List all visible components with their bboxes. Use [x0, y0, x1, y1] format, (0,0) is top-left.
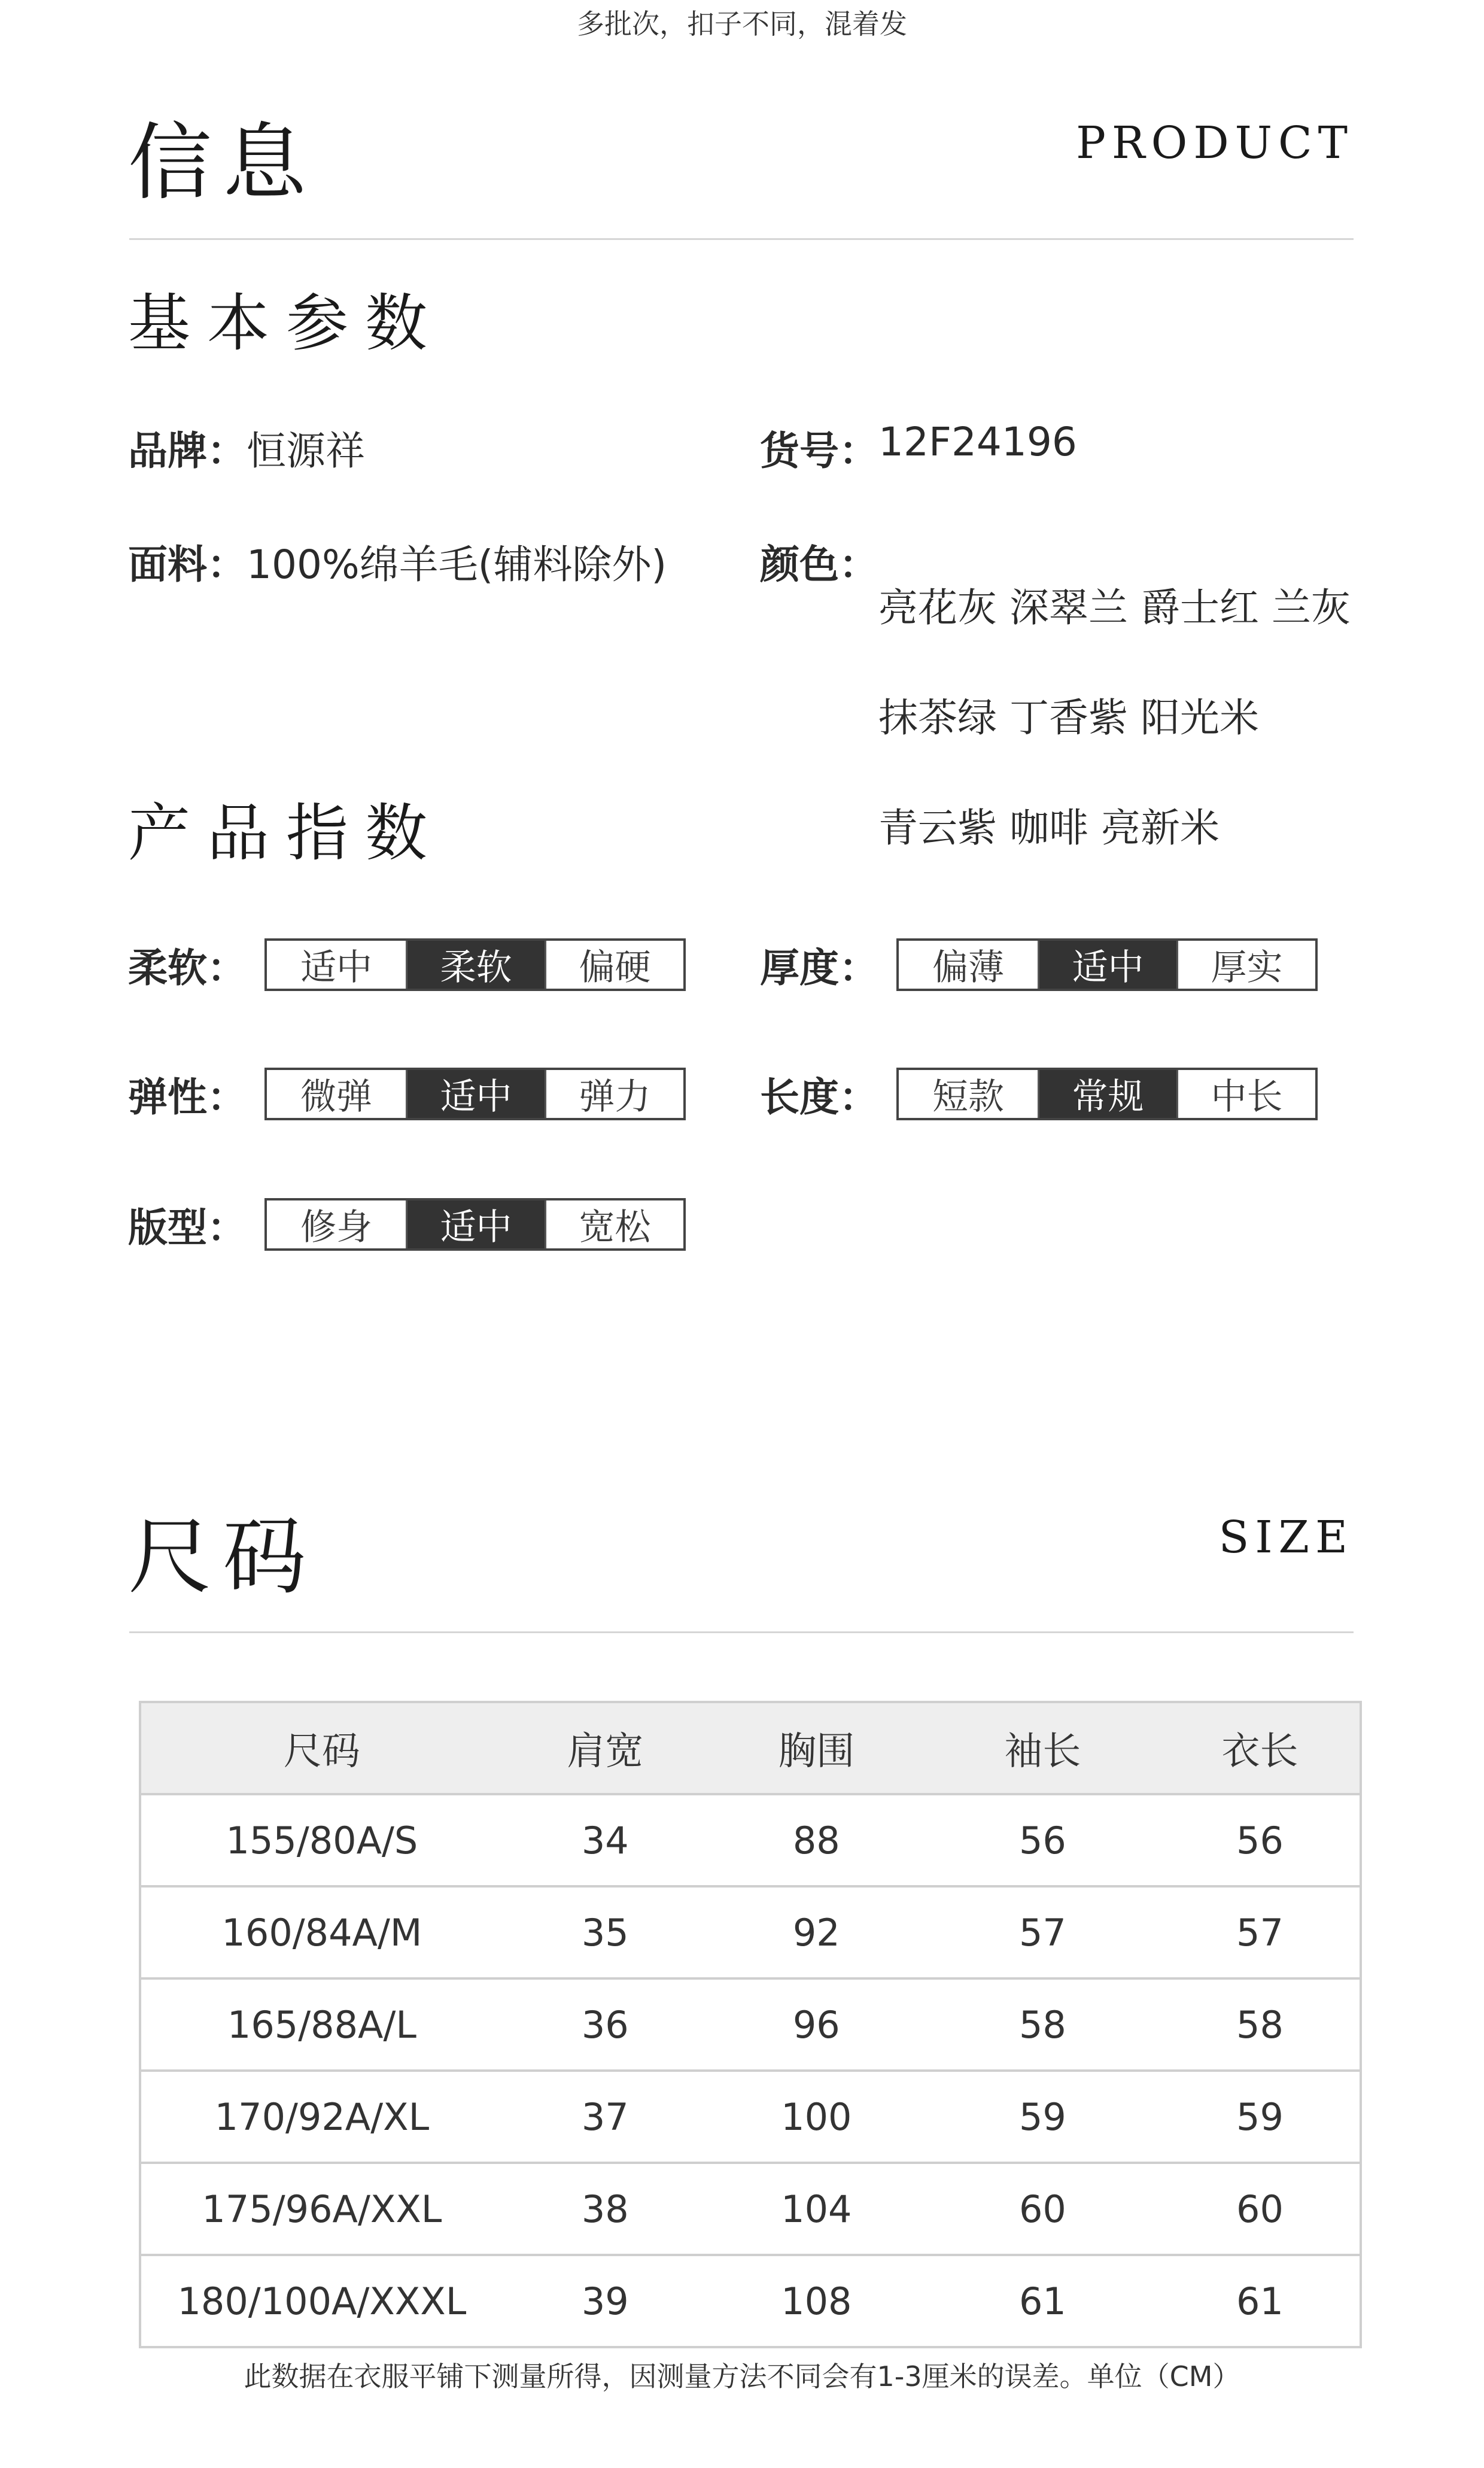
chest-cell: 104: [708, 2163, 925, 2255]
index-row-fit: [128, 1196, 686, 1253]
color-label: 颜色：: [760, 542, 878, 588]
top-note: 多批次，扣子不同，混着发: [577, 8, 907, 40]
brand-label: 品牌：: [128, 428, 247, 474]
length-cell: 58: [1160, 1978, 1361, 2071]
index-option: 中长: [1176, 1070, 1315, 1118]
index-options: [264, 1068, 686, 1120]
size-table-header: 肩宽: [503, 1702, 708, 1794]
table-row: [140, 2071, 1361, 2163]
fabric-value: 100%绵羊毛(辅料除外): [247, 542, 667, 588]
sleeve-cell: 58: [925, 1978, 1160, 2071]
index-option: 常规: [1038, 1070, 1176, 1118]
index-option: 偏薄: [932, 946, 1004, 989]
table-row: [140, 1886, 1361, 1978]
size-section-title-en: SIZE: [1218, 1512, 1354, 1563]
index-row-elasticity: [128, 1065, 686, 1122]
index-option: 适中: [406, 1200, 545, 1248]
fabric-label: 面料：: [128, 542, 247, 588]
size-section-title: 尺码: [128, 1509, 318, 1606]
sleeve-cell: 61: [925, 2255, 1160, 2347]
sleeve-cell: 60: [925, 2163, 1160, 2255]
fabric-row: [128, 533, 667, 589]
sku-value: 12F24196: [878, 419, 1077, 465]
color-line: 青云紫 咖啡 亮新米: [878, 805, 1220, 851]
table-row: [140, 1794, 1361, 1886]
sleeve-cell: 59: [925, 2071, 1160, 2163]
color-line: 亮花灰 深翠兰 爵士红 兰灰: [878, 585, 1351, 631]
index-label: 厚度：: [760, 945, 878, 991]
shoulder-cell: 35: [503, 1886, 708, 1978]
basic-params-title: 基本参数: [128, 287, 445, 360]
size-cell: 165/88A/L: [140, 1978, 503, 2071]
index-option: 微弹: [300, 1075, 372, 1118]
color-values: [878, 525, 1351, 911]
index-row-length: [760, 1065, 1318, 1122]
index-option: 偏硬: [545, 941, 683, 989]
product-section-title: 信息: [128, 114, 318, 212]
size-cell: 160/84A/M: [140, 1886, 503, 1978]
size-cell: 175/96A/XXL: [140, 2163, 503, 2255]
index-options: [896, 938, 1318, 991]
index-label: 长度：: [760, 1074, 878, 1120]
index-option: 修身: [300, 1206, 372, 1248]
sku-label: 货号：: [760, 428, 878, 474]
index-option: 弹力: [545, 1070, 683, 1118]
size-table-header: 胸围: [708, 1702, 925, 1794]
length-cell: 56: [1160, 1794, 1361, 1886]
size-table: [139, 1701, 1362, 2348]
length-cell: 59: [1160, 2071, 1361, 2163]
index-label: 柔软：: [128, 945, 247, 991]
size-cell: 170/92A/XL: [140, 2071, 503, 2163]
product-divider: [129, 238, 1354, 240]
shoulder-cell: 37: [503, 2071, 708, 2163]
length-cell: 61: [1160, 2255, 1361, 2347]
length-cell: 60: [1160, 2163, 1361, 2255]
product-section-title-en: PRODUCT: [1076, 117, 1354, 169]
table-row: [140, 2163, 1361, 2255]
size-table-header: 袖长: [925, 1702, 1160, 1794]
index-option: 适中: [300, 946, 372, 989]
index-option: 厚实: [1176, 941, 1315, 989]
table-row: [140, 1978, 1361, 2071]
color-row: [760, 533, 1351, 911]
size-table-header: 尺码: [140, 1702, 503, 1794]
index-options: [264, 938, 686, 991]
shoulder-cell: 38: [503, 2163, 708, 2255]
index-options: [264, 1198, 686, 1251]
index-options: [896, 1068, 1318, 1120]
index-option: 宽松: [545, 1200, 683, 1248]
size-table-header: 衣长: [1160, 1702, 1361, 1794]
index-option: 短款: [932, 1075, 1004, 1118]
chest-cell: 96: [708, 1978, 925, 2071]
index-option: 适中: [1038, 941, 1176, 989]
color-line: 抹茶绿 丁香紫 阳光米: [878, 695, 1259, 741]
chest-cell: 108: [708, 2255, 925, 2347]
index-label: 弹性：: [128, 1074, 247, 1120]
brand-value: 恒源祥: [247, 428, 365, 474]
sleeve-cell: 56: [925, 1794, 1160, 1886]
index-option: 柔软: [406, 941, 545, 989]
size-table-header-row: [140, 1702, 1361, 1794]
chest-cell: 88: [708, 1794, 925, 1886]
index-row-softness: [128, 936, 686, 993]
index-option: 适中: [406, 1070, 545, 1118]
length-cell: 57: [1160, 1886, 1361, 1978]
size-cell: 155/80A/S: [140, 1794, 503, 1886]
measurement-note: 此数据在衣服平铺下测量所得，因测量方法不同会有1-3厘米的误差。单位（CM）: [244, 2360, 1240, 2393]
shoulder-cell: 36: [503, 1978, 708, 2071]
table-row: [140, 2255, 1361, 2347]
shoulder-cell: 34: [503, 1794, 708, 1886]
index-row-thickness: [760, 936, 1318, 993]
chest-cell: 92: [708, 1886, 925, 1978]
size-cell: 180/100A/XXXL: [140, 2255, 503, 2347]
brand-row: [128, 419, 365, 476]
size-divider: [129, 1631, 1354, 1633]
sleeve-cell: 57: [925, 1886, 1160, 1978]
shoulder-cell: 39: [503, 2255, 708, 2347]
index-label: 版型：: [128, 1205, 247, 1251]
sku-row: [760, 419, 1077, 476]
chest-cell: 100: [708, 2071, 925, 2163]
product-index-title: 产品指数: [128, 797, 445, 870]
